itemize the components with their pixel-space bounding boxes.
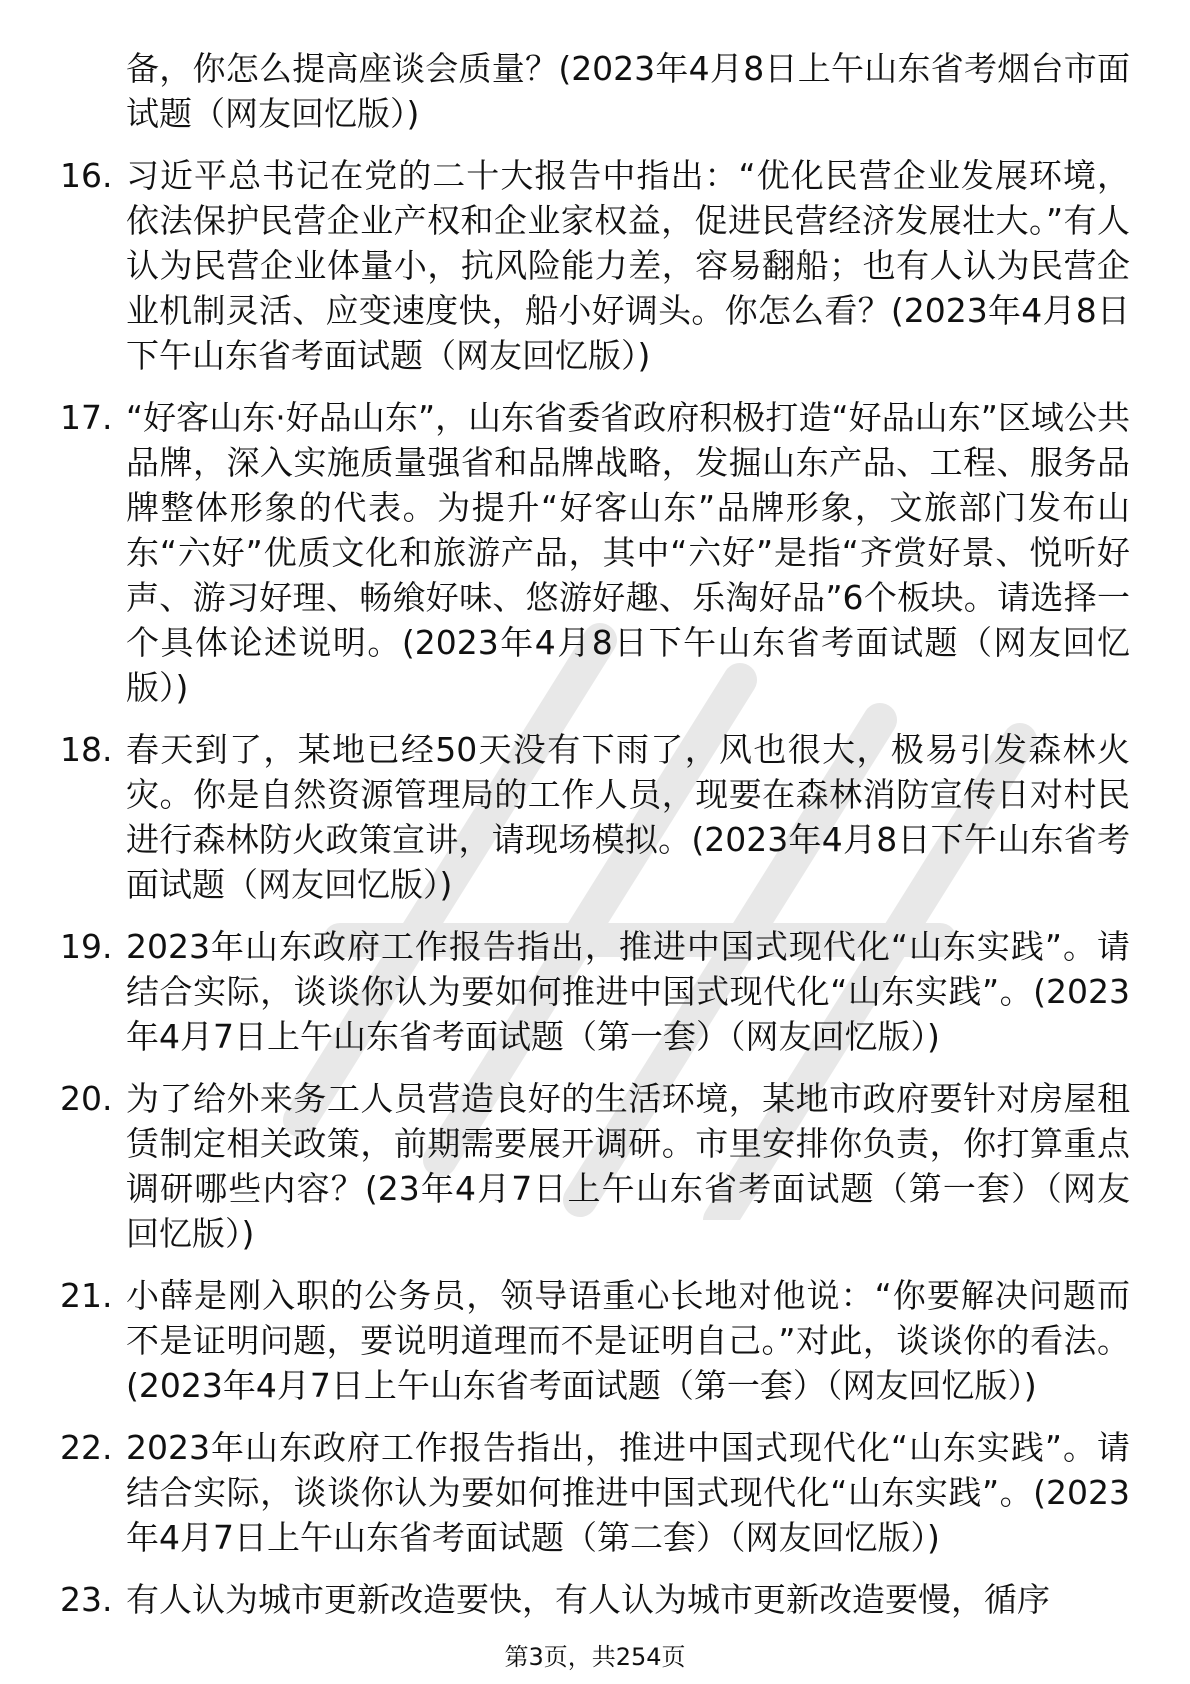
question-list — [60, 46, 1130, 1639]
question-number: 23. — [60, 1580, 113, 1619]
continued-text: 备，你怎么提高座谈会质量？(2023年4月8日上午山东省考烟台市面试题（网友回忆版）) — [126, 49, 1130, 133]
question-number: 20. — [60, 1079, 113, 1118]
question-text: 习近平总书记在党的二十大报告中指出：“优化民营企业发展环境，依法保护民营企业产权和企业家权益，促进民营经济发展壮大。”有人认为民营企业体量小，抗风险能力差，容易翻船；也有人认为民营企业机制灵活、应变速度快，船小好调头。你怎么看？(2023年4月8日下午山东省考面试题（网友回忆版）) — [126, 156, 1130, 375]
question-text: 小薛是刚入职的公务员，领导语重心长地对他说：“你要解决问题而不是证明问题，要说明道理而不是证明自己。”对此，谈谈你的看法。(2023年4月7日上午山东省考面试题（第一套）（网友回忆版）) — [126, 1276, 1130, 1405]
question-number: 19. — [60, 927, 113, 966]
page-footer — [0, 1637, 1190, 1672]
question-number: 21. — [60, 1276, 113, 1315]
continued-question-text — [60, 46, 1130, 136]
question-text: 有人认为城市更新改造要快，有人认为城市更新改造要慢，循序 — [126, 1580, 1050, 1619]
question-number: 22. — [60, 1428, 113, 1467]
question-item — [60, 1076, 1130, 1256]
question-item — [60, 1577, 1130, 1622]
question-number: 17. — [60, 398, 113, 437]
question-item — [60, 1425, 1130, 1560]
question-text: 2023年山东政府工作报告指出，推进中国式现代化“山东实践”。请结合实际，谈谈你认为要如何推进中国式现代化“山东实践”。(2023年4月7日上午山东省考面试题（第一套）（网友回忆版）) — [126, 927, 1130, 1056]
question-item — [60, 1273, 1130, 1408]
question-text: 为了给外来务工人员营造良好的生活环境，某地市政府要针对房屋租赁制定相关政策，前期需要展开调研。市里安排你负责，你打算重点调研哪些内容？(23年4月7日上午山东省考面试题（第一套）（网友回忆版）) — [126, 1079, 1130, 1253]
question-number: 16. — [60, 156, 113, 195]
question-item — [60, 727, 1130, 907]
question-item — [60, 153, 1130, 378]
question-text: 春天到了，某地已经50天没有下雨了，风也很大，极易引发森林火灾。你是自然资源管理局的工作人员，现要在森林消防宣传日对村民进行森林防火政策宣讲，请现场模拟。(2023年4月8日下午山东省考面试题（网友回忆版）) — [126, 730, 1130, 904]
question-item — [60, 395, 1130, 710]
question-text: “好客山东·好品山东”，山东省委省政府积极打造“好品山东”区域公共品牌，深入实施质量强省和品牌战略，发掘山东产品、工程、服务品牌整体形象的代表。为提升“好客山东”品牌形象，文旅部门发布山东“六好”优质文化和旅游产品，其中“六好”是指“齐赏好景、悦听好声、游习好理、畅飨好味、悠游好趣、乐淘好品”6个板块。请选择一个具体论述说明。(2023年4月8日下午山东省考面试题（网友回忆版）) — [126, 398, 1130, 707]
question-item — [60, 924, 1130, 1059]
page-number-label: 第3页，共254页 — [504, 1643, 686, 1671]
question-number: 18. — [60, 730, 113, 769]
question-text: 2023年山东政府工作报告指出，推进中国式现代化“山东实践”。请结合实际，谈谈你认为要如何推进中国式现代化“山东实践”。(2023年4月7日上午山东省考面试题（第二套）（网友回忆版）) — [126, 1428, 1130, 1557]
